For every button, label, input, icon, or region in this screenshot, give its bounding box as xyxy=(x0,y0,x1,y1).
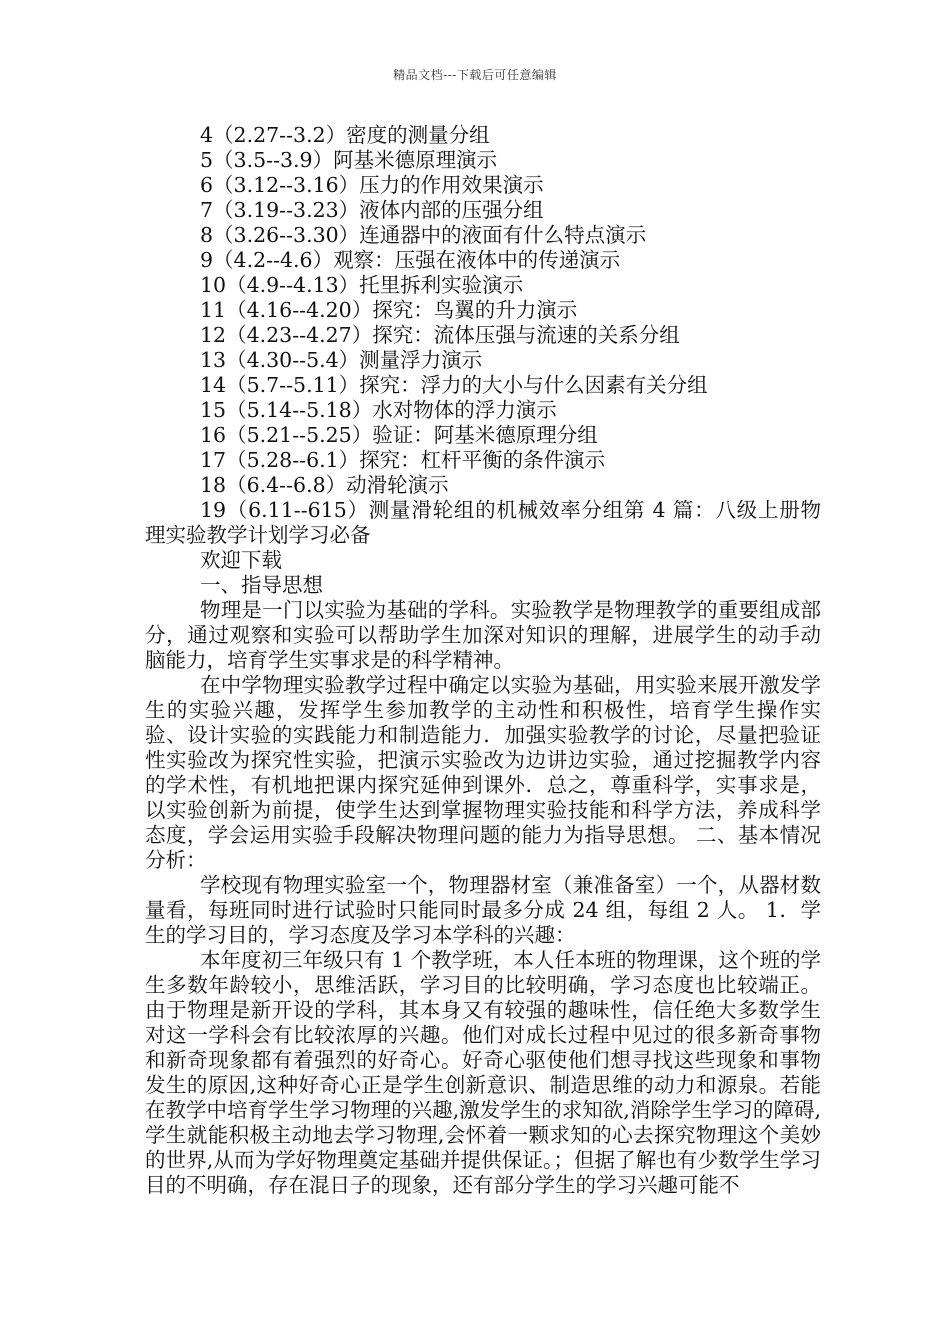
paragraph: 物理是一门以实验为基础的学科。实验教学是物理教学的重要组成部分，通过观察和实验可以帮助学生加深对知识的理解，进展学生的动手动脑能力，培育学生实事求是的科学精神。 xyxy=(145,598,821,672)
schedule-item: 6（3.12--3.16）压力的作用效果演示 xyxy=(200,173,544,197)
paragraph: 在中学物理实验教学过程中确定以实验为基础，用实验来展开激发学生的实验兴趣，发挥学生参加教学的主动性和积极性，培育学生操作实验、设计实验的实践能力和制造能力．加强实验教学的讨论，尽量把验证性实验改为探究性实验，把演示实验改为边讲边实验，通过挖掘教学内容的学术性，有机地把课内探究延伸到课外．总之，尊重科学，实事求是，以实验创新为前提，使学生达到掌握物理实验技能和科学方法，养成科学态度，学会运用实验手段解决物理问题的能力为指导思想。 二、基本情况分析： xyxy=(145,673,821,872)
schedule-item: 5（3.5--3.9）阿基米德原理演示 xyxy=(200,148,498,172)
schedule-item: 12（4.23--4.27）探究：流体压强与流速的关系分组 xyxy=(200,323,680,347)
schedule-item: 15（5.14--5.18）水对物体的浮力演示 xyxy=(200,398,557,422)
paragraph: 本年度初三年级只有 1 个教学班，本人任本班的物理课，这个班的学生多数年龄较小，思维活跃，学习目的比较明确，学习态度也比较端正。由于物理是新开设的学科，其本身又有较强的趣味性，信任绝大多数学生对这一学科会有比较浓厚的兴趣。他们对成长过程中见过的很多新奇事物和新奇现象都有着强烈的好奇心。好奇心驱使他们想寻找这些现象和事物发生的原因,这种好奇心正是学生创新意识、制造思维的动力和源泉。若能在教学中培育学生学习物理的兴趣,激发学生的求知欲,消除学生学习的障碍,学生就能积极主动地去学习物理,会怀着一颗求知的心去探究物理这个美妙的世界,从而为学好物理奠定基础并提供保证。；但据了解也有少数学生学习目的不明确，存在混日子的现象，还有部分学生的学习兴趣可能不 xyxy=(145,948,821,1197)
schedule-item: 10（4.9--4.13）托里拆利实验演示 xyxy=(200,273,524,297)
schedule-item-last: 19（6.11--615）测量滑轮组的机械效率分组第 4 篇：八级上册物理实验教学计划学习必备 xyxy=(145,498,821,547)
schedule-item: 14（5.7--5.11）探究：浮力的大小与什么因素有关分组 xyxy=(200,373,708,397)
section-heading: 一、指导思想 xyxy=(200,573,323,597)
schedule-item: 13（4.30--5.4）测量浮力演示 xyxy=(200,348,483,372)
schedule-item: 9（4.2--4.6）观察：压强在液体中的传递演示 xyxy=(200,248,621,272)
page-header: 精品文档---下载后可任意编辑 xyxy=(393,68,557,82)
schedule-item: 4（2.27--3.2）密度的测量分组 xyxy=(200,123,490,147)
schedule-item: 11（4.16--4.20）探究：鸟翼的升力演示 xyxy=(200,298,578,322)
paragraph: 学校现有物理实验室一个，物理器材室（兼准备室）一个，从器材数量看，每班同时进行试验时只能同时最多分成 24 组，每组 2 人。 1．学生的学习目的，学习态度及学习本学科的兴趣： xyxy=(145,873,821,947)
schedule-item: 7（3.19--3.23）液体内部的压强分组 xyxy=(200,198,544,222)
schedule-item: 8（3.26--3.30）连通器中的液面有什么特点演示 xyxy=(200,223,647,247)
schedule-item: 17（5.28--6.1）探究：杠杆平衡的条件演示 xyxy=(200,448,606,472)
schedule-item: 16（5.21--5.25）验证：阿基米德原理分组 xyxy=(200,423,598,447)
document-body xyxy=(145,123,821,1198)
welcome-text: 欢迎下载 xyxy=(200,548,282,572)
schedule-item: 18（6.4--6.8）动滑轮演示 xyxy=(200,473,449,497)
